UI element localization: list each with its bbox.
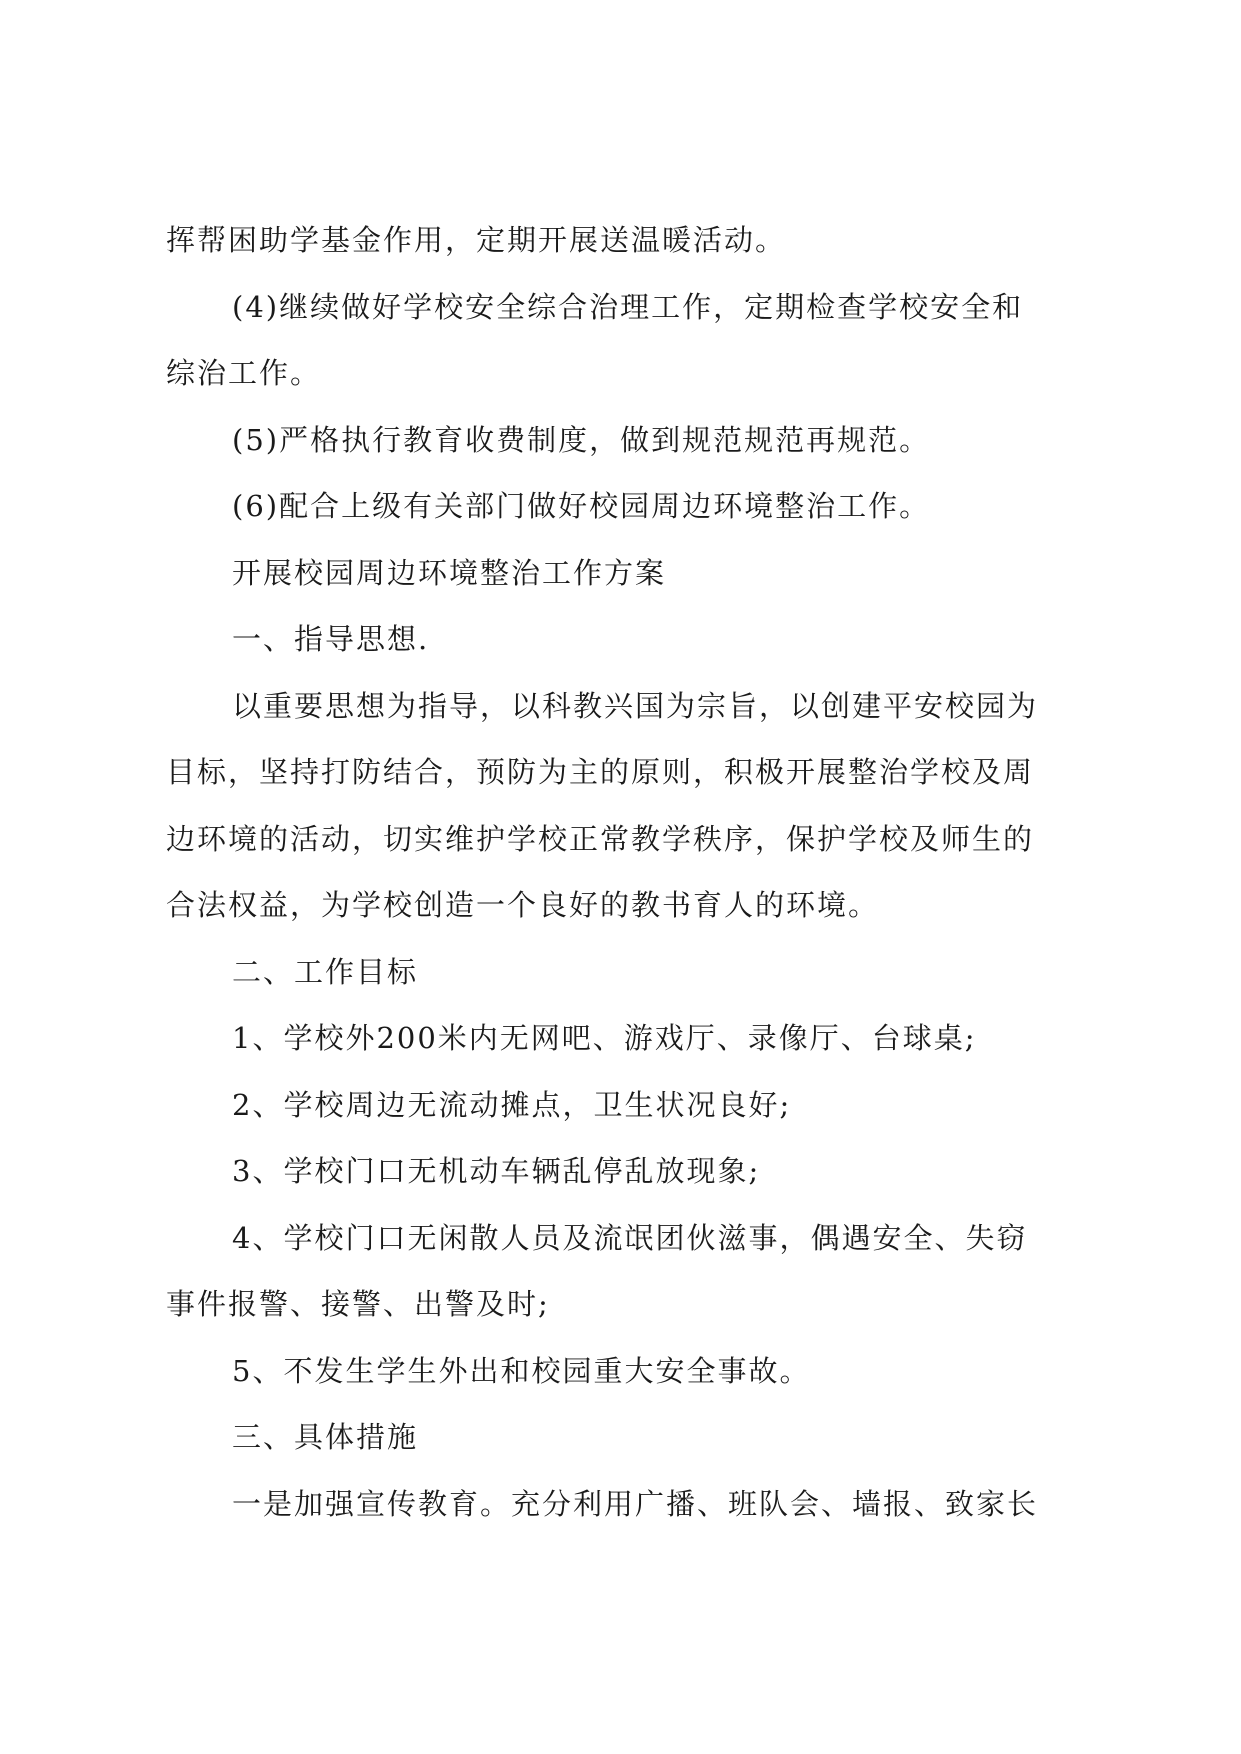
section-heading-work-goals: 二、工作目标	[232, 954, 419, 989]
text-line-18: 5、不发生学生外出和校园重大安全事故。	[232, 1353, 811, 1388]
section-heading-guiding-thought: 一、指导思想.	[232, 622, 430, 656]
text-line-15: 3、学校门口无机动车辆乱停乱放现象;	[232, 1154, 761, 1188]
text-line-5: (6)配合上级有关部门做好校园周边环境整治工作。	[232, 489, 931, 523]
text-line-16: 4、学校门口无闲散人员及流氓团伙滋事，偶遇安全、失窃	[232, 1220, 1028, 1255]
text-line-17: 事件报警、接警、出警及时;	[166, 1287, 550, 1321]
text-line-2: (4)继续做好学校安全综合治理工作，定期检查学校安全和	[232, 289, 1024, 324]
section-heading-measures: 三、具体措施	[232, 1420, 419, 1454]
text-line-10: 边环境的活动，切实维护学校正常教学秩序，保护学校及师生的	[166, 821, 1035, 856]
document-body	[166, 222, 1096, 1552]
text-line-9: 目标，坚持打防结合，预防为主的原则，积极开展整治学校及周	[166, 755, 1035, 789]
text-line-13: 1、学校外200米内无网吧、游戏厅、录像厅、台球桌;	[232, 1021, 977, 1055]
text-line-3: 综治工作。	[166, 356, 322, 390]
text-line-11: 合法权益，为学校创造一个良好的教书育人的环境。	[166, 888, 880, 922]
text-line-8: 以重要思想为指导，以科教兴国为宗旨，以创建平安校园为	[232, 688, 1039, 723]
text-line-20: 一是加强宣传教育。充分利用广播、班队会、墙报、致家长	[232, 1486, 1039, 1521]
text-line-4: (5)严格执行教育收费制度，做到规范规范再规范。	[232, 422, 931, 457]
text-line-14: 2、学校周边无流动摊点，卫生状况良好;	[232, 1087, 792, 1122]
section-heading-plan: 开展校园周边环境整治工作方案	[232, 555, 667, 590]
text-line-1: 挥帮困助学基金作用，定期开展送温暖活动。	[166, 223, 787, 257]
